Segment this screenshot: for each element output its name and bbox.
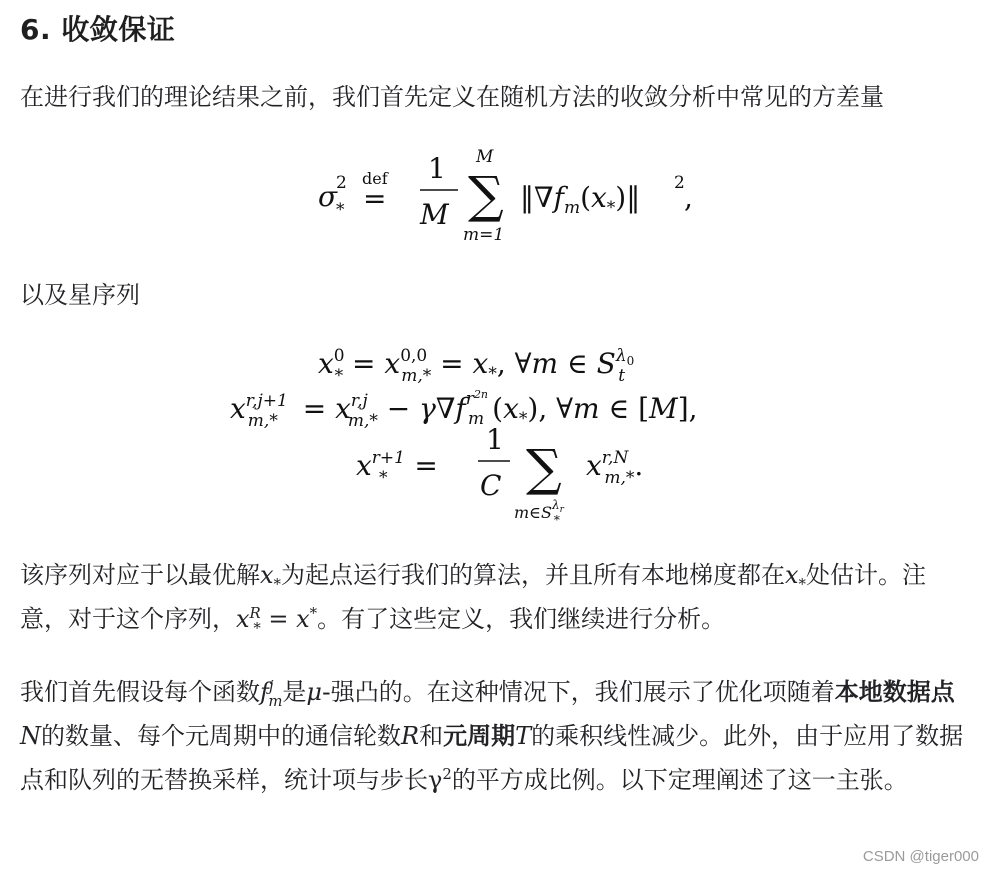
eq2-line2: $x^{r,j+1}$ $m,* = x^{r,j}$ $m,* - \gamma\nabla f^{r2n}$ m $(x_*)$, ∀m ∈ [M],	[230, 388, 698, 431]
p3-text-d: 。有了这些定义，我们继续进行分析。	[317, 605, 726, 633]
paragraph-strong-convexity	[20, 670, 965, 802]
math-mu: μ	[306, 678, 323, 706]
paragraph-sequence-explanation	[20, 553, 965, 641]
bold-local-data-points: 本地数据点	[834, 678, 955, 706]
eq2-sum-lower: $m\in S^\lambda r$ *	[514, 498, 564, 527]
equation-star-sequence	[20, 335, 970, 530]
eq2-frac-num: 1	[486, 423, 504, 456]
math-R: R	[401, 722, 420, 750]
eq-frac-num: 1	[428, 152, 446, 185]
section-heading: 6. 收敛保证	[20, 13, 176, 46]
watermark: CSDN @tiger000	[862, 848, 979, 865]
math-N: N	[20, 722, 41, 750]
p4-text-e: 和	[419, 722, 444, 750]
eq2-line3-lhs: $x^{r+1}$ * =	[356, 448, 438, 488]
eq-norm-sup: 2	[674, 173, 685, 193]
math-x-star: $x_*$	[260, 561, 281, 593]
eq-frac-den: M	[420, 198, 449, 231]
p3-text-a: 该序列对应于以最优解	[20, 561, 260, 589]
eq-norm-body: $‖\nabla f_m(x_*)‖$	[520, 181, 641, 218]
math-gamma-squared: $\gamma^2$	[428, 765, 452, 794]
bold-meta-epoch: 元周期	[443, 722, 516, 750]
eq2-frac-den: C	[480, 469, 502, 502]
math-x-star-2: $x_*$	[784, 561, 806, 593]
p3-text-b: 为起点运行我们的算法，并且所有本地梯度都在	[280, 561, 785, 589]
eq-comma: ,	[684, 181, 693, 214]
paragraph-variance-intro: 在进行我们的理论结果之前，我们首先定义在随机方法的收敛分析中常见的方差量	[20, 83, 884, 111]
eq-sum-upper: M	[476, 147, 494, 167]
eq-sigma: σ	[318, 180, 338, 213]
eq-sigma-sup: 2	[336, 173, 347, 193]
paragraph-star-sequence-intro: 以及星序列	[20, 281, 140, 309]
eq2-line1: $x^0$ * = $x^{0,0}$ $m,* = x_*$, ∀m ∈ $S^\lambda 0$ t	[318, 346, 635, 386]
p4-text-c: -强凸的。在这种情况下，我们展示了优化项随着	[322, 678, 835, 706]
eq-sum-lower: m=1	[463, 225, 505, 245]
eq2-line3-rhs: $x^{r,N}$ m,*.	[586, 448, 644, 488]
math-T: T	[515, 722, 532, 750]
p4-text-d: 的数量、每个元周期中的通信轮数	[41, 722, 401, 750]
eq-equals: =	[363, 182, 387, 215]
equation-variance	[20, 140, 970, 250]
p4-text-b: 是	[282, 678, 307, 706]
math-x-R-equals: $x^R_* = x^*$	[236, 604, 318, 637]
math-f-m-j: $f^j_m$	[260, 677, 283, 710]
p4-text-a: 我们首先假设每个函数	[20, 678, 260, 706]
eq-def-label: def	[362, 169, 388, 188]
eq-sigma-sub: *	[336, 200, 345, 220]
p4-text-f: 的乘积线性减少。此外，由于应用了数据点和队列的无替换采样，统计项与步长	[20, 722, 964, 794]
eq-sum-sign: ∑	[468, 166, 504, 224]
p4-text-g: 的平方成比例。以下定理阐述了这一主张。	[451, 766, 908, 794]
p3-text-c: 处估计。注意，对于这个序列，	[20, 561, 926, 633]
eq2-sum-sign: ∑	[526, 439, 562, 497]
